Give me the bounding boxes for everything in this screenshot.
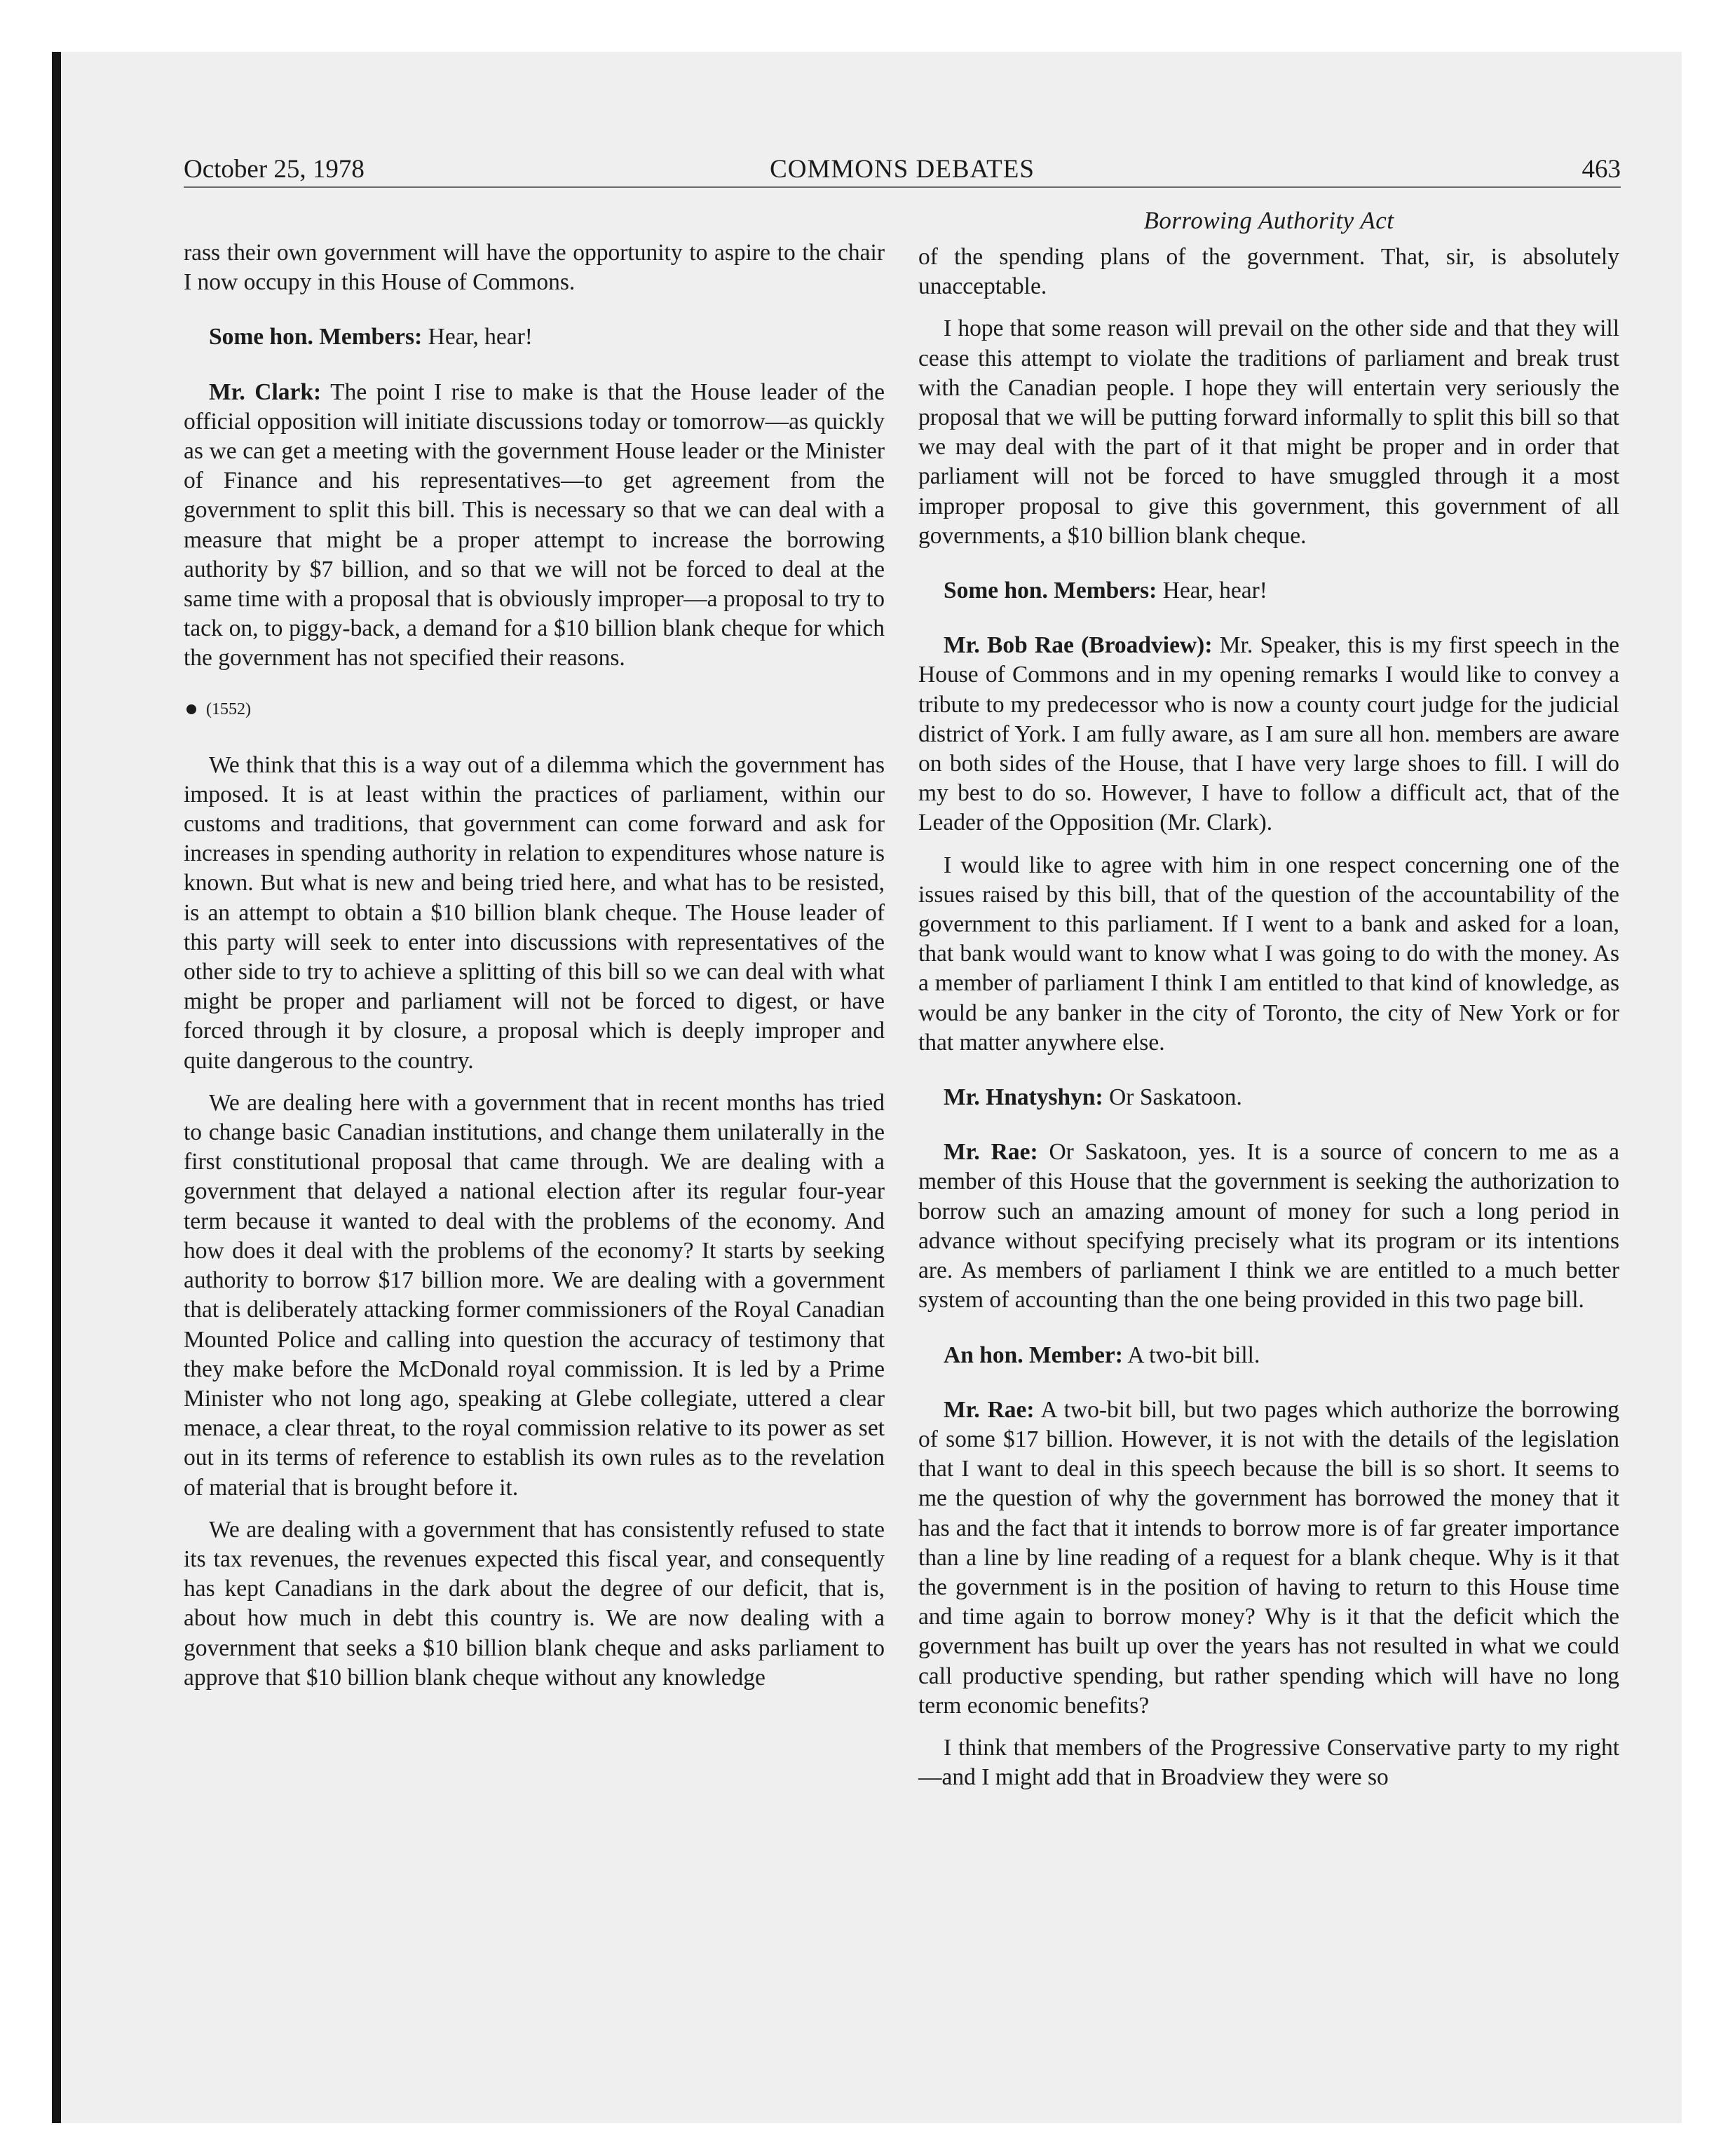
paragraph: of the spending plans of the government. That, sir, is absolutely unacceptable. (918, 244, 1619, 300)
paragraph: I hope that some reason will prevail on the other side and that they will cease this attempt to violate the traditions of parliament and break trust with the Canadian people. I hope they will entertain very seriously the proposal that we will be putting forward informally to split this bill so that we may deal with the part of it that might be proper and in order that parliament will not be forced to have smuggled through it a most improper proposal to give this government, this government of all governments, a $10 billion blank cheque. (918, 315, 1619, 549)
speaker-name: Mr. Rae: (944, 1396, 1035, 1423)
interjection (918, 1341, 1619, 1370)
bullet-icon (186, 704, 196, 714)
speech-paragraph (918, 1396, 1619, 1721)
interjection (918, 1083, 1619, 1112)
speech-text: A two-bit bill, but two pages which authorize the borrowing of some $17 billion. However, it is not with the details of the legislation that I want to deal in this speech because the bill is so short. It seems to me the question of why the government has borrowed the money that it has and the fact that it intends to borrow more is of far greater importance than a line by line reading of a request for a blank cheque. Why is it that the government is in the position of having to return to this House time and time again to borrow money? Why is it that the deficit which the government has built up over the years has not resulted in what we could call productive spending, but rather spending which will have no long term economic benefits? (918, 1396, 1619, 1719)
paragraph: rass their own government will have the opportunity to aspire to the chair I now occupy in this House of Commons. (184, 240, 885, 296)
header-publication: COMMONS DEBATES (770, 155, 1035, 184)
header-page-number: 463 (1581, 155, 1621, 184)
running-head: Borrowing Authority Act (1143, 207, 1394, 234)
speaker-name: Some hon. Members: (944, 578, 1157, 604)
time-stamp: (1552) (206, 700, 251, 718)
speech-text: Mr. Speaker, this is my first speech in the House of Commons and in my opening remarks I would like to convey a tribute to my predecessor who is now a county court judge for the judicial district of York. I am fully aware, as I am sure all hon. members are aware on both sides of the House, that I have very large shoes to fill. I will do my best to do so. However, I have to follow a difficult act, that of the Leader of the Opposition (Mr. Clark). (918, 632, 1619, 836)
interjection (918, 576, 1619, 606)
page-header (184, 153, 1621, 188)
speech-text: Hear, hear! (422, 324, 533, 350)
speaker-name: Some hon. Members: (209, 324, 423, 350)
interjection (184, 322, 885, 352)
scan-edge-bar (52, 52, 61, 2123)
speech-text: Or Saskatoon. (1103, 1084, 1242, 1111)
speech-paragraph (918, 631, 1619, 838)
speech-text: A two-bit bill. (1122, 1342, 1260, 1368)
speaker-name: Mr. Bob Rae (Broadview): (944, 632, 1213, 659)
speaker-name: An hon. Member: (944, 1342, 1123, 1368)
right-column (918, 203, 1619, 1805)
speech-paragraph (918, 1138, 1619, 1315)
speech-paragraph (184, 378, 885, 674)
speech-text: The point I rise to make is that the House leader of the official opposition will initiate discussions today or tomorrow—as quickly as we can get a meeting with the government House leader or the Minister of Finance and his representatives—to get agreement from the government to split this bill. This is necessary so that we can deal with a measure that might be a proper attempt to increase the borrowing authority by $7 billion, and so that we will not be forced to deal at the same time with a proposal that is obviously improper—a proposal to try to tack on, to piggy-back, a demand for a $10 billion blank cheque for which the government has not specified their reasons. (184, 378, 885, 671)
paragraph: I would like to agree with him in one respect concerning one of the issues raised by this bill, that of the question of the accountability of the government to this parliament. If I went to a bank and asked for a loan, that bank would want to know what I was going to do with the money. As a member of parliament I think I am entitled to that kind of knowledge, as would be any banker in the city of Toronto, the city of New York or for that matter anywhere else. (918, 852, 1619, 1056)
speaker-name: Mr. Hnatyshyn: (944, 1084, 1103, 1111)
paragraph: We are dealing with a government that has consistently refused to state its tax revenues, the revenues expected this fiscal year, and consequently has kept Canadians in the dark about the degree of our deficit, that is, about how much in debt this country is. We are now dealing with a government that seeks a $10 billion blank cheque and asks parliament to approve that $10 billion blank cheque without any knowledge (184, 1516, 885, 1691)
paragraph: I think that members of the Progressive Conservative party to my right—and I might add that in Broadview they were so (918, 1734, 1619, 1791)
header-date: October 25, 1978 (184, 155, 365, 184)
speaker-name: Mr. Clark: (209, 378, 322, 405)
speaker-name: Mr. Rae: (944, 1139, 1038, 1166)
speech-text: Hear, hear! (1157, 578, 1267, 604)
paragraph: We think that this is a way out of a dilemma which the government has imposed. It is at least within the practices of parliament, within our customs and traditions, that government can come forward and ask for increases in spending authority in relation to expenditures whose nature is known. But what is new and being tried here, and what has to be resisted, is an attempt to obtain a $10 billion blank cheque. The House leader of this party will seek to enter into discussions with representatives of the other side to try to achieve a splitting of this bill so we can deal with what might be proper and parliament will not be forced to digest, or have forced through it by closure, a proposal which is deeply improper and quite dangerous to the country. (184, 751, 885, 1074)
paragraph: We are dealing here with a government that in recent months has tried to change basic Canadian institutions, and change them unilaterally in the first constitutional proposal that came through. We are dealing with a government that delayed a national election after its regular four-year term because it wanted to deal with the problems of the economy. And how does it deal with the problems of the economy? It starts by seeking authority to borrow $17 billion more. We are dealing with a government that is deliberately attacking former commissioners of the Royal Canadian Mounted Police and calling into question the accuracy of testimony that they make before the McDonald royal commission. It is led by a Prime Minister who not long ago, speaking at Glebe collegiate, uttered a clear menace, a clear threat, to the royal commission relative to its power as set out in its terms of reference to establish its own rules as to the revelation of material that is brought before it. (184, 1089, 885, 1501)
speech-text: Or Saskatoon, yes. It is a source of concern to me as a member of this House that the government is seeking the authorization to borrow such an amazing amount of money for such a long period in advance without specifying precisely what its program or its intentions are. As members of parliament I think we are entitled to a much better system of accounting than the one being provided in this two page bill. (918, 1139, 1619, 1314)
time-marker (184, 699, 885, 720)
left-column (184, 238, 885, 1705)
